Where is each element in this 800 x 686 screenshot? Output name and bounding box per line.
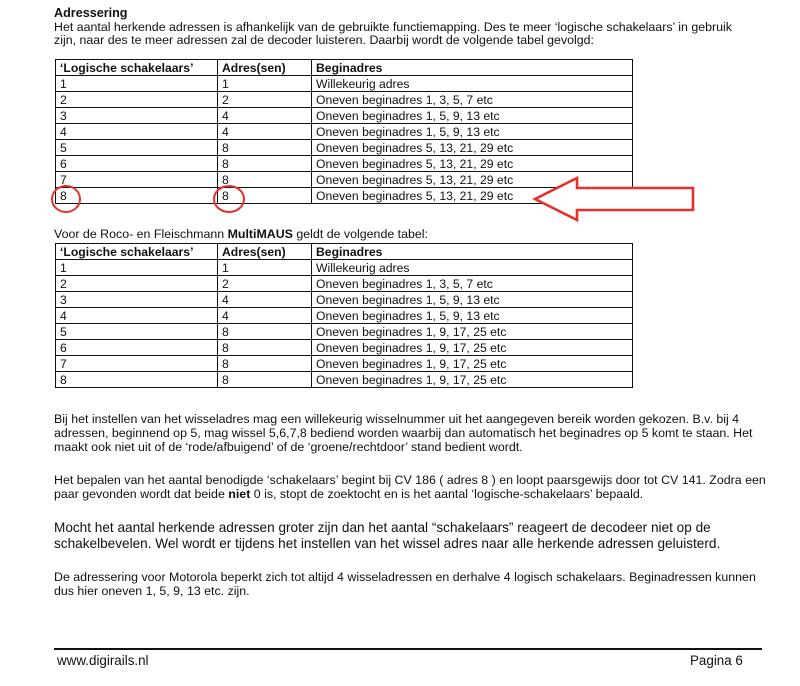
table-cell: 1 xyxy=(218,260,312,276)
address-table-multimaus xyxy=(55,243,633,388)
table-cell: Oneven beginadres 5, 13, 21, 29 etc xyxy=(312,156,633,172)
table-cell: 1 xyxy=(56,260,218,276)
multimaus-caption xyxy=(54,227,428,241)
table-cell: 2 xyxy=(218,92,312,108)
paragraph-motorola: De adressering voor Motorola beperkt zich tot altijd 4 wisseladressen en derhalve 4 logisch schakelaars. Beginadressen kunnen dus hier oneven 1, 5, 9, 13 etc. zijn. xyxy=(54,570,756,598)
table-cell: Willekeurig adres xyxy=(312,260,633,276)
table-cell: 6 xyxy=(56,340,218,356)
table-cell: 6 xyxy=(56,156,218,172)
section-heading: Adressering xyxy=(54,6,128,20)
table-cell: 8 xyxy=(218,356,312,372)
table-cell: Oneven beginadres 1, 9, 17, 25 etc xyxy=(312,340,633,356)
paragraph-switch-address: Bij het instellen van het wisseladres mag een willekeurig wisselnummer uit het aangegeven bereik worden gekozen. B.v. bij 4 adressen, beginnend op 5, mag wissel 5,6,7,8 bediend worden waarbij dan automatisch het beginadres op 5 komt te staan. Het maakt ook niet uit of de ‘rode/afbuigend’ of de ‘groene/rechtdoor’ stand bedient wordt. xyxy=(54,412,753,454)
table-cell: 8 xyxy=(218,140,312,156)
table-header-cell: Beginadres xyxy=(312,244,633,260)
table-cell: 7 xyxy=(56,172,218,188)
table-row xyxy=(56,140,633,156)
caption-text-end: geldt de volgende tabel: xyxy=(292,227,428,241)
table-cell: 4 xyxy=(218,108,312,124)
table-cell: 4 xyxy=(56,124,218,140)
address-table-general xyxy=(55,59,633,204)
table-header-cell: ‘Logische schakelaars’ xyxy=(56,244,218,260)
table-row xyxy=(56,292,633,308)
table-cell: 8 xyxy=(218,340,312,356)
table-cell: 4 xyxy=(218,292,312,308)
table-cell: Oneven beginadres 1, 9, 17, 25 etc xyxy=(312,372,633,388)
table-row xyxy=(56,372,633,388)
table-cell: Oneven beginadres 5, 13, 21, 29 etc xyxy=(312,188,633,204)
table-row xyxy=(56,124,633,140)
table-cell: 8 xyxy=(56,372,218,388)
table-row xyxy=(56,340,633,356)
table-header-row xyxy=(56,244,633,260)
table-row xyxy=(56,308,633,324)
table-row xyxy=(56,172,633,188)
table-cell: 1 xyxy=(218,76,312,92)
table-cell: 3 xyxy=(56,108,218,124)
table-cell: 8 xyxy=(218,156,312,172)
footer-website: www.digirails.nl xyxy=(57,653,149,668)
table-cell: Oneven beginadres 1, 5, 9, 13 etc xyxy=(312,108,633,124)
table-header-cell: Adres(sen) xyxy=(218,244,312,260)
intro-paragraph: Het aantal herkende adressen is afhankelijk van de gebruikte functiemapping. Des te meer ‘logische schakelaars’ in gebruik zijn, naar des te meer adressen zal de decoder luisteren. Daarbij wordt de volgende tabel gevolgd: xyxy=(54,20,732,48)
table-cell: Oneven beginadres 1, 5, 9, 13 etc xyxy=(312,124,633,140)
table-cell: Oneven beginadres 5, 13, 21, 29 etc xyxy=(312,172,633,188)
table-cell: 2 xyxy=(56,92,218,108)
table-cell: Oneven beginadres 1, 5, 9, 13 etc xyxy=(312,292,633,308)
paragraph-cv-search xyxy=(54,473,774,501)
table-row xyxy=(56,356,633,372)
table-cell: 8 xyxy=(56,188,218,204)
table-cell: Oneven beginadres 1, 9, 17, 25 etc xyxy=(312,324,633,340)
table-cell: 4 xyxy=(218,124,312,140)
table-row xyxy=(56,108,633,124)
table-row xyxy=(56,276,633,292)
table-cell: 8 xyxy=(218,372,312,388)
table-cell: 2 xyxy=(56,276,218,292)
paragraph-emphasis: niet xyxy=(228,487,251,501)
table-row xyxy=(56,92,633,108)
paragraph-address-limit: Mocht het aantal herkende adressen groter zijn dan het aantal “schakelaars” reageert de decodeer niet op de schakelbevelen. Wel wordt er tijdens het instellen van het wissel adres naar alle herkende adressen geluisterd. xyxy=(54,520,721,551)
table-cell: 1 xyxy=(56,76,218,92)
table-header-cell: Beginadres xyxy=(312,60,633,76)
footer-page-number: Pagina 6 xyxy=(690,653,743,668)
table-cell: 2 xyxy=(218,276,312,292)
table-cell: 8 xyxy=(218,188,312,204)
paragraph-text-end: 0 is, stopt de zoektocht en is het aantal ‘logische-schakelaars’ bepaald. xyxy=(250,487,644,501)
table-cell: 3 xyxy=(56,292,218,308)
table-cell: Oneven beginadres 5, 13, 21, 29 etc xyxy=(312,140,633,156)
table-cell: Oneven beginadres 1, 3, 5, 7 etc xyxy=(312,92,633,108)
table-header-cell: Adres(sen) xyxy=(218,60,312,76)
table-row xyxy=(56,188,633,204)
paragraph-text: Het bepalen van het aantal benodigde ‘schakelaars’ begint bij CV 186 ( adres 8 ) en loopt paarsgewijs door tot CV 141. Zodra een paar gevonden wordt dat beide xyxy=(54,473,766,501)
table-row xyxy=(56,324,633,340)
table-cell: 4 xyxy=(56,308,218,324)
table-cell: Oneven beginadres 1, 9, 17, 25 etc xyxy=(312,356,633,372)
footer-divider xyxy=(54,648,762,650)
table-cell: 5 xyxy=(56,324,218,340)
caption-product-name: MultiMAUS xyxy=(227,227,293,241)
table-header-cell: ‘Logische schakelaars’ xyxy=(56,60,218,76)
table-cell: 8 xyxy=(218,172,312,188)
table-row xyxy=(56,260,633,276)
table-row xyxy=(56,76,633,92)
table-cell: 4 xyxy=(218,308,312,324)
table-cell: 8 xyxy=(218,324,312,340)
table-row xyxy=(56,156,633,172)
table-cell: Willekeurig adres xyxy=(312,76,633,92)
table-cell: 7 xyxy=(56,356,218,372)
table-cell: Oneven beginadres 1, 5, 9, 13 etc xyxy=(312,308,633,324)
table-cell: 5 xyxy=(56,140,218,156)
table-header-row xyxy=(56,60,633,76)
caption-text: Voor de Roco- en Fleischmann xyxy=(54,227,228,241)
table-cell: Oneven beginadres 1, 3, 5, 7 etc xyxy=(312,276,633,292)
